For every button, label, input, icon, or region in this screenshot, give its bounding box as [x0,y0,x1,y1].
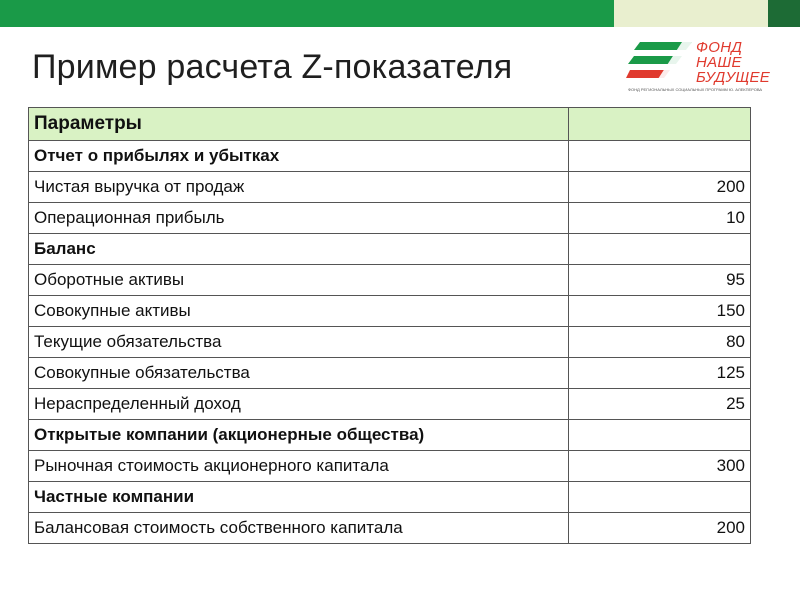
row-label: Открытые компании (акционерные общества) [29,420,569,451]
row-value: 200 [569,172,751,203]
table-row [29,451,751,482]
row-label: Совокупные активы [29,296,569,327]
row-value [569,234,751,265]
logo-text-line2: НАШЕ [696,54,742,71]
row-value [569,141,751,172]
row-value: 10 [569,203,751,234]
row-value: 300 [569,451,751,482]
parameters-table [28,107,751,544]
row-value: 150 [569,296,751,327]
table-header-label: Параметры [29,108,569,141]
table-row [29,513,751,544]
top-bar-light [614,0,768,27]
top-bar-green [0,0,614,27]
logo-text-line1: ФОНД [696,39,743,56]
fund-logo [626,38,771,94]
table-section-row [29,420,751,451]
table-section-row [29,482,751,513]
table-row [29,296,751,327]
row-value: 125 [569,358,751,389]
row-label: Операционная прибыль [29,203,569,234]
logo-text-line3: БУДУЩЕЕ [696,69,771,86]
slide-title: Пример расчета Z-показателя [32,48,513,86]
top-bar [0,0,800,27]
row-value [569,420,751,451]
logo-tagline: ФОНД РЕГИОНАЛЬНЫХ СОЦИАЛЬНЫХ ПРОГРАММ Ю. АЛЕКПЕРОВА [628,87,763,92]
table-row [29,358,751,389]
row-label: Совокупные обязательства [29,358,569,389]
logo-mark-icon [626,38,698,86]
table-row [29,203,751,234]
row-value: 200 [569,513,751,544]
row-label: Оборотные активы [29,265,569,296]
table-section-row [29,234,751,265]
top-bar-dark [768,0,800,27]
table-row [29,172,751,203]
table-row [29,327,751,358]
table-header-row [29,108,751,141]
row-label: Балансовая стоимость собственного капитала [29,513,569,544]
row-label: Отчет о прибылях и убытках [29,141,569,172]
row-value [569,482,751,513]
table-header-value [569,108,751,141]
row-label: Чистая выручка от продаж [29,172,569,203]
table-row [29,389,751,420]
row-value: 95 [569,265,751,296]
row-label: Нераспределенный доход [29,389,569,420]
row-value: 25 [569,389,751,420]
row-label: Рыночная стоимость акционерного капитала [29,451,569,482]
table-section-row [29,141,751,172]
row-label: Текущие обязательства [29,327,569,358]
row-value: 80 [569,327,751,358]
table-row [29,265,751,296]
row-label: Частные компании [29,482,569,513]
row-label: Баланс [29,234,569,265]
